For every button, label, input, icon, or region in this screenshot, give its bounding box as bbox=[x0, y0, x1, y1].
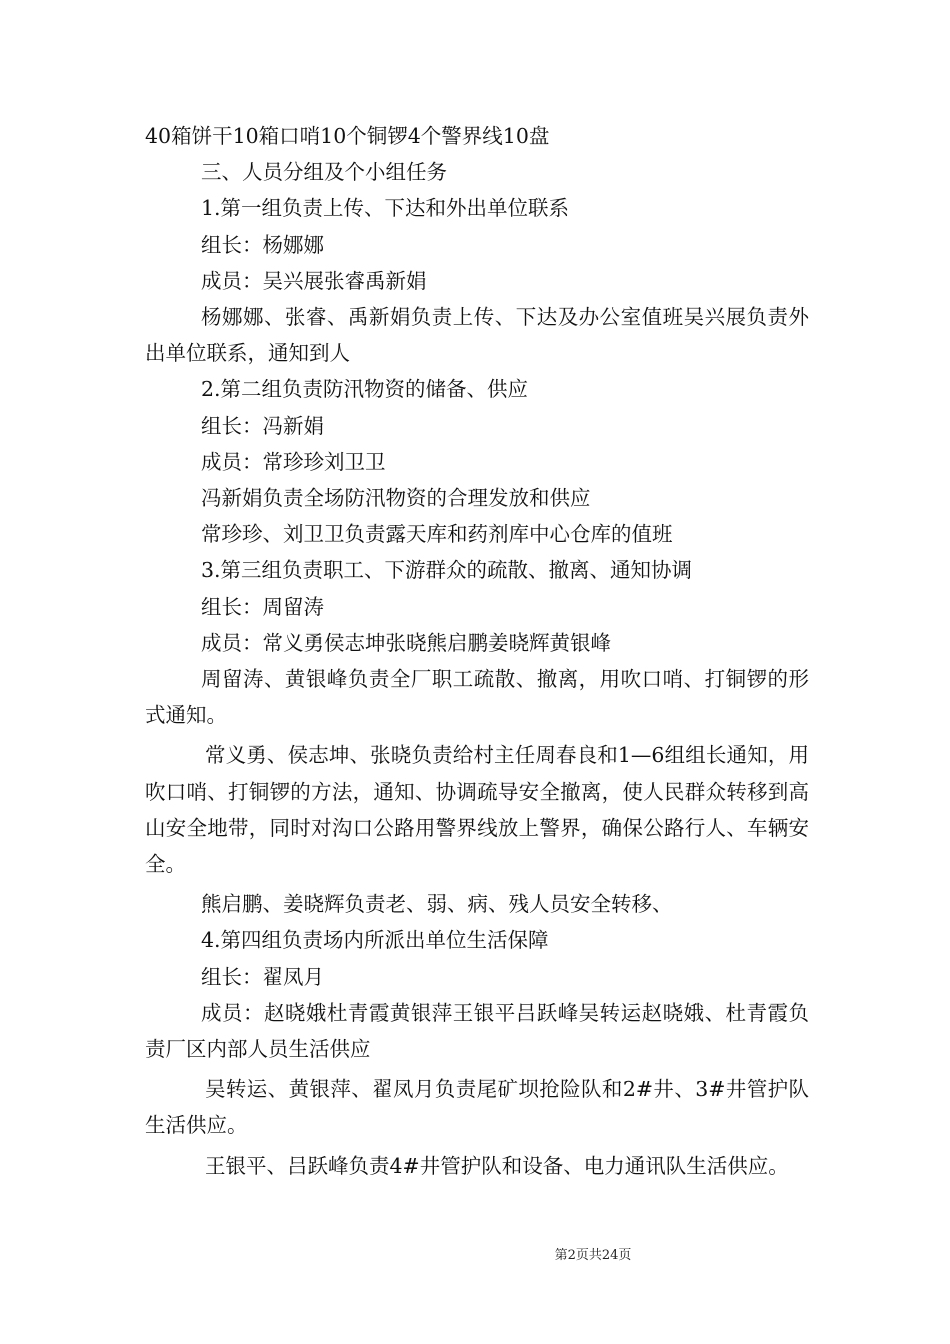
group-3-duty-3: 熊启鹏、姜晓辉负责老、弱、病、残人员安全转移、 bbox=[201, 892, 673, 917]
group-3-duty-2: 常义勇、侯志坤、张晓负责给村主任周春良和1—6组组长通知，用吹口哨、打铜锣的方法，通知、协调疏导安全撤离，使人民群众转移到高山安全地带，同时对沟口公路用警界线放上警界，确保公路行人、车辆安全。 bbox=[145, 743, 809, 877]
group-3-heading: 3.第三组负责职工、下游群众的疏散、撤离、通知协调 bbox=[201, 558, 693, 583]
page-number-footer: 第2页共24页 bbox=[554, 1248, 632, 1263]
group-2-duty-1: 冯新娟负责全场防汛物资的合理发放和供应 bbox=[201, 486, 591, 511]
group-1-heading: 1.第一组负责上传、下达和外出单位联系 bbox=[201, 196, 570, 221]
group-2-duty-2: 常珍珍、刘卫卫负责露天库和药剂库中心仓库的值班 bbox=[201, 522, 673, 547]
group-1-members: 成员：吴兴展张睿禹新娟 bbox=[201, 268, 427, 293]
group-4-heading: 4.第四组负责场内所派出单位生活保障 bbox=[201, 928, 549, 953]
document-body bbox=[145, 118, 809, 1184]
group-4-duty-2: 王银平、吕跃峰负责4#井管护队和设备、电力通讯队生活供应。 bbox=[205, 1153, 789, 1178]
group-4-duty-1: 吴转运、黄银萍、翟凤月负责尾矿坝抢险队和2#井、3#井管护队生活供应。 bbox=[145, 1077, 809, 1138]
group-3-duty-1: 周留涛、黄银峰负责全厂职工疏散、撤离，用吹口哨、打铜锣的形式通知。 bbox=[145, 667, 809, 728]
group-2-heading: 2.第二组负责防汛物资的储备、供应 bbox=[201, 377, 529, 402]
group-3-leader: 组长：周留涛 bbox=[201, 594, 324, 619]
group-2-members: 成员：常珍珍刘卫卫 bbox=[201, 449, 386, 474]
section-heading: 三、人员分组及个小组任务 bbox=[201, 160, 447, 185]
group-4-members: 成员：赵晓娥杜青霞黄银萍王银平吕跃峰吴转运赵晓娥、杜青霞负责厂区内部人员生活供应 bbox=[145, 1000, 809, 1062]
group-1-duties: 杨娜娜、张睿、禹新娟负责上传、下达及办公室值班吴兴展负责外出单位联系，通知到人 bbox=[145, 305, 809, 366]
text-line-supplies: 40箱饼干10箱口哨10个铜锣4个警界线10盘 bbox=[145, 124, 550, 148]
group-4-leader: 组长：翟凤月 bbox=[201, 964, 324, 989]
group-3-members: 成员：常义勇侯志坤张晓熊启鹏姜晓辉黄银峰 bbox=[201, 630, 611, 655]
group-2-leader: 组长：冯新娟 bbox=[201, 413, 324, 438]
group-1-leader: 组长：杨娜娜 bbox=[201, 232, 324, 257]
